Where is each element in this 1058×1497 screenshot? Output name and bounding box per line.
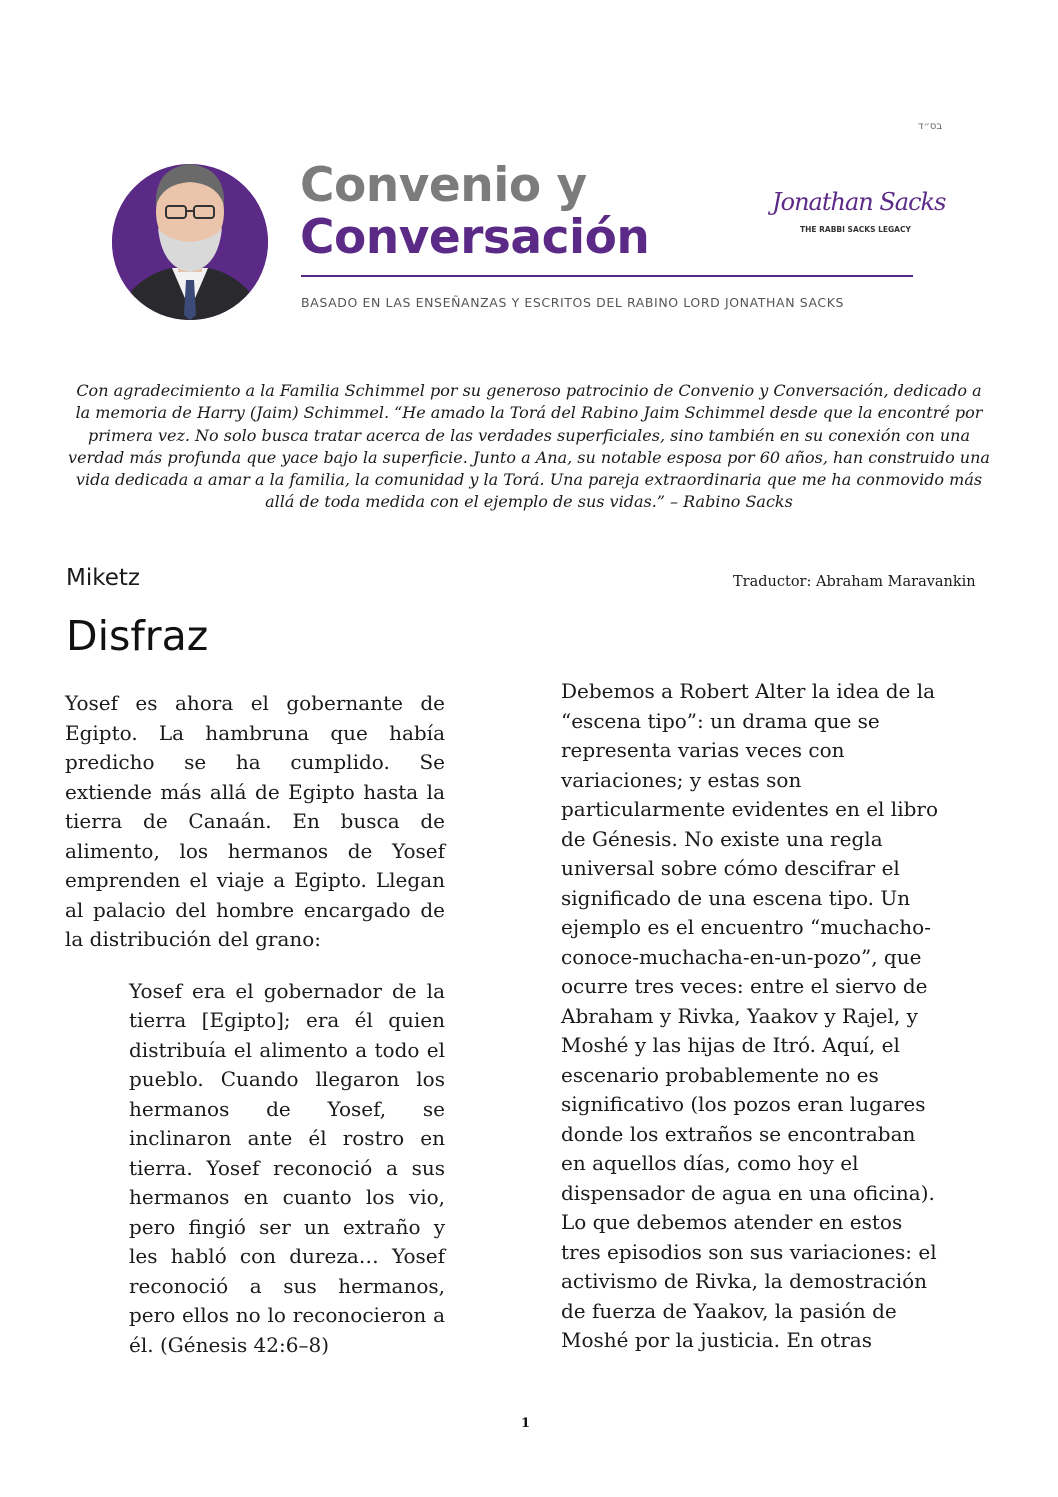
parsha-name: Miketz bbox=[66, 565, 140, 591]
logo-subtext: THE RABBI SACKS LEGACY bbox=[800, 225, 911, 234]
intro-paragraph: Yosef es ahora el gobernante de Egipto. La hambruna que había predicho se ha cumplido. Se extiende más allá de Egipto hasta la tierra de Canaán. En busca de alimento, los hermanos de Yosef emprenden el viaje a Egipto. Llegan al palacio del hombre encargado de la distribución del grano: bbox=[65, 691, 445, 951]
logo-signature: Jonathan Sacks bbox=[772, 188, 946, 216]
title-line-1: Convenio y bbox=[300, 158, 587, 213]
masthead-title bbox=[300, 160, 649, 264]
article-title: Disfraz bbox=[66, 612, 209, 660]
rabbi-sacks-legacy-logo bbox=[772, 188, 946, 240]
masthead-subtitle: BASADO EN LAS ENSEÑANZAS Y ESCRITOS DEL RABINO LORD JONATHAN SACKS bbox=[301, 295, 845, 310]
header-divider bbox=[301, 275, 913, 277]
right-column bbox=[561, 677, 943, 1356]
title-line-2: Conversación bbox=[300, 210, 650, 265]
translator-credit: Traductor: Abraham Maravankin bbox=[733, 574, 976, 590]
dedication-text: Con agradecimiento a la Familia Schimmel por su generoso patrocinio de Convenio y Conversación, dedicado a la memoria de Harry (Jaim) Schimmel. “He amado la Torá del Rabino Jaim Schimmel desde que la encontré por primera vez. No solo busca tratar acerca de las verdades superficiales, sino también en su conexión con una verdad más profunda que yace bajo la superficie. Junto a Ana, su notable esposa por 60 años, han construido una vida dedicada a amar a la familia, la comunidad y la Torá. Una pareja extraordinaria que me ha conmovido más allá de toda medida con el ejemplo de sus vidas.” – Rabino Sacks bbox=[68, 381, 990, 512]
page-number: 1 bbox=[521, 1416, 531, 1431]
rabbi-portrait bbox=[110, 150, 270, 320]
genesis-quote: Yosef era el gobernador de la tierra [Egipto]; era él quien distribuía el alimento a todo el pueblo. Cuando llegaron los hermanos de Yosef, se inclinaron ante él rostro en tierra. Yosef reconoció a sus hermanos en cuanto los vio, pero fingió ser un extraño y les habló con dureza… Yosef reconoció a sus hermanos, pero ellos no lo reconocieron a él. (Génesis 42:6–8) bbox=[129, 978, 445, 1357]
type-scene-paragraph: Debemos a Robert Alter la idea de la “escena tipo”: un drama que se representa varias veces con variaciones; y estas son particularmente evidentes en el libro de Génesis. No existe una regla universal sobre cómo descifrar el significado de una escena tipo. Un ejemplo es el encuentro “muchacho-conoce-muchacha-en-un-pozo”, que ocurre tres veces: entre el siervo de Abraham y Rivka, Yaakov y Rajel, y Moshé y las hijas de Itró. Aquí, el escenario probablemente no es significativo (los pozos eran lugares donde los extraños se encontraban en aquellos días, como hoy el dispensador de agua en una oficina). Lo que debemos atender en estos tres episodios son sus variaciones: el activismo de Rivka, la demostración de fuerza de Yaakov, la pasión de Moshé por la justicia. En otras bbox=[561, 679, 939, 1352]
left-column bbox=[65, 689, 445, 1360]
bsd-mark: בס״ד bbox=[918, 121, 943, 132]
